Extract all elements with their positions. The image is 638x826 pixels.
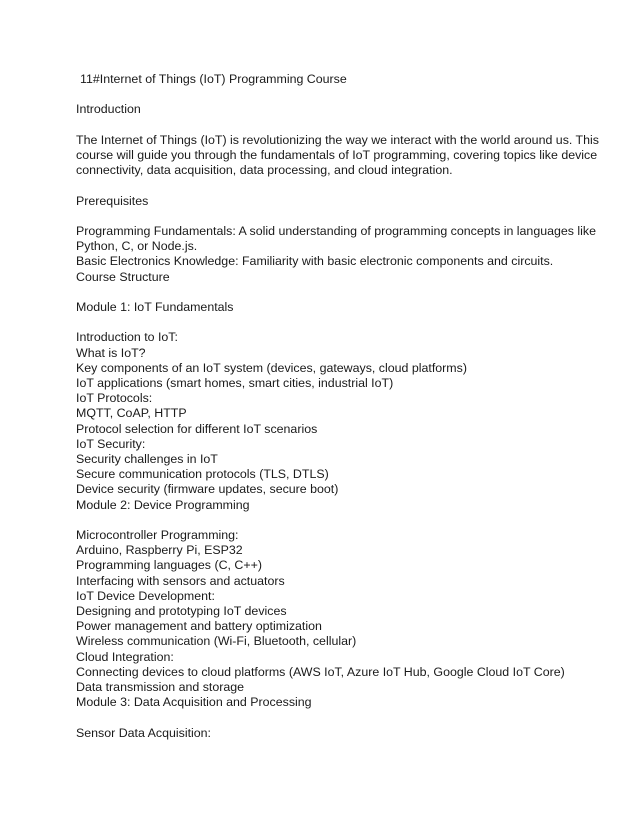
- section-heading-introduction: Introduction: [76, 102, 141, 117]
- list-item: Wireless communication (Wi-Fi, Bluetooth, cellular): [76, 634, 357, 649]
- document-content: [76, 72, 599, 741]
- spacer: [76, 118, 576, 133]
- introduction-paragraph: [76, 132, 599, 179]
- list-item: IoT applications (smart homes, smart cities, industrial IoT): [76, 375, 394, 390]
- list-item: Device security (firmware updates, secure boot): [76, 482, 339, 497]
- list-item: Basic Electronics Knowledge: Familiarity with basic electronic components and circuits.: [76, 254, 554, 269]
- list-item: Programming Fundamentals: A solid understanding of programming concepts in languages like: [76, 223, 597, 238]
- spacer: [76, 209, 576, 224]
- list-item: Sensor Data Acquisition:: [76, 725, 211, 740]
- list-item: Module 2: Device Programming: [76, 497, 250, 512]
- list-item: Python, C, or Node.js.: [76, 239, 198, 254]
- list-item: Key components of an IoT system (devices, gateways, cloud platforms): [76, 360, 467, 375]
- list-item: What is IoT?: [76, 345, 146, 360]
- paragraph-line: course will guide you through the fundamentals of IoT programming, covering topics like device: [76, 147, 598, 162]
- list-item: Programming languages (C, C++): [76, 558, 262, 573]
- list-item: Microcontroller Programming:: [76, 527, 239, 542]
- list-item: IoT Protocols:: [76, 391, 153, 406]
- list-item: Connecting devices to cloud platforms (AWS IoT, Azure IoT Hub, Google Cloud IoT Core): [76, 664, 565, 679]
- list-item: Designing and prototyping IoT devices: [76, 604, 287, 618]
- list-item: IoT Security:: [76, 436, 146, 451]
- spacer: [76, 178, 576, 193]
- list-item: Interfacing with sensors and actuators: [76, 573, 285, 588]
- spacer: [76, 513, 576, 528]
- spacer: [76, 87, 576, 102]
- module-1-list: [76, 330, 576, 512]
- section-heading-module-1: Module 1: IoT Fundamentals: [76, 299, 234, 314]
- list-item: Protocol selection for different IoT scenarios: [76, 421, 318, 436]
- spacer: [76, 710, 576, 725]
- module-2-list: [76, 528, 576, 710]
- list-item: Arduino, Raspberry Pi, ESP32: [76, 543, 243, 558]
- list-item: IoT Device Development:: [76, 588, 215, 603]
- list-item: Power management and battery optimization: [76, 619, 322, 634]
- paragraph-line: connectivity, data acquisition, data processing, and cloud integration.: [76, 163, 453, 178]
- section-heading-prerequisites: Prerequisites: [76, 193, 149, 208]
- list-item: Course Structure: [76, 269, 170, 284]
- prerequisites-list: [76, 223, 597, 285]
- list-item: Introduction to IoT:: [76, 330, 178, 345]
- list-item: Cloud Integration:: [76, 649, 174, 664]
- document-title: 11#Internet of Things (IoT) Programming Course: [80, 72, 347, 86]
- module-3-list: [76, 726, 576, 741]
- spacer: [76, 285, 576, 300]
- paragraph-line: The Internet of Things (IoT) is revolutionizing the way we interact with the world around us. This: [76, 132, 599, 147]
- list-item: Module 3: Data Acquisition and Processing: [76, 695, 312, 710]
- list-item: Data transmission and storage: [76, 680, 245, 695]
- list-item: Secure communication protocols (TLS, DTLS): [76, 467, 329, 482]
- list-item: Security challenges in IoT: [76, 451, 218, 466]
- list-item: MQTT, CoAP, HTTP: [76, 406, 187, 421]
- spacer: [76, 315, 576, 330]
